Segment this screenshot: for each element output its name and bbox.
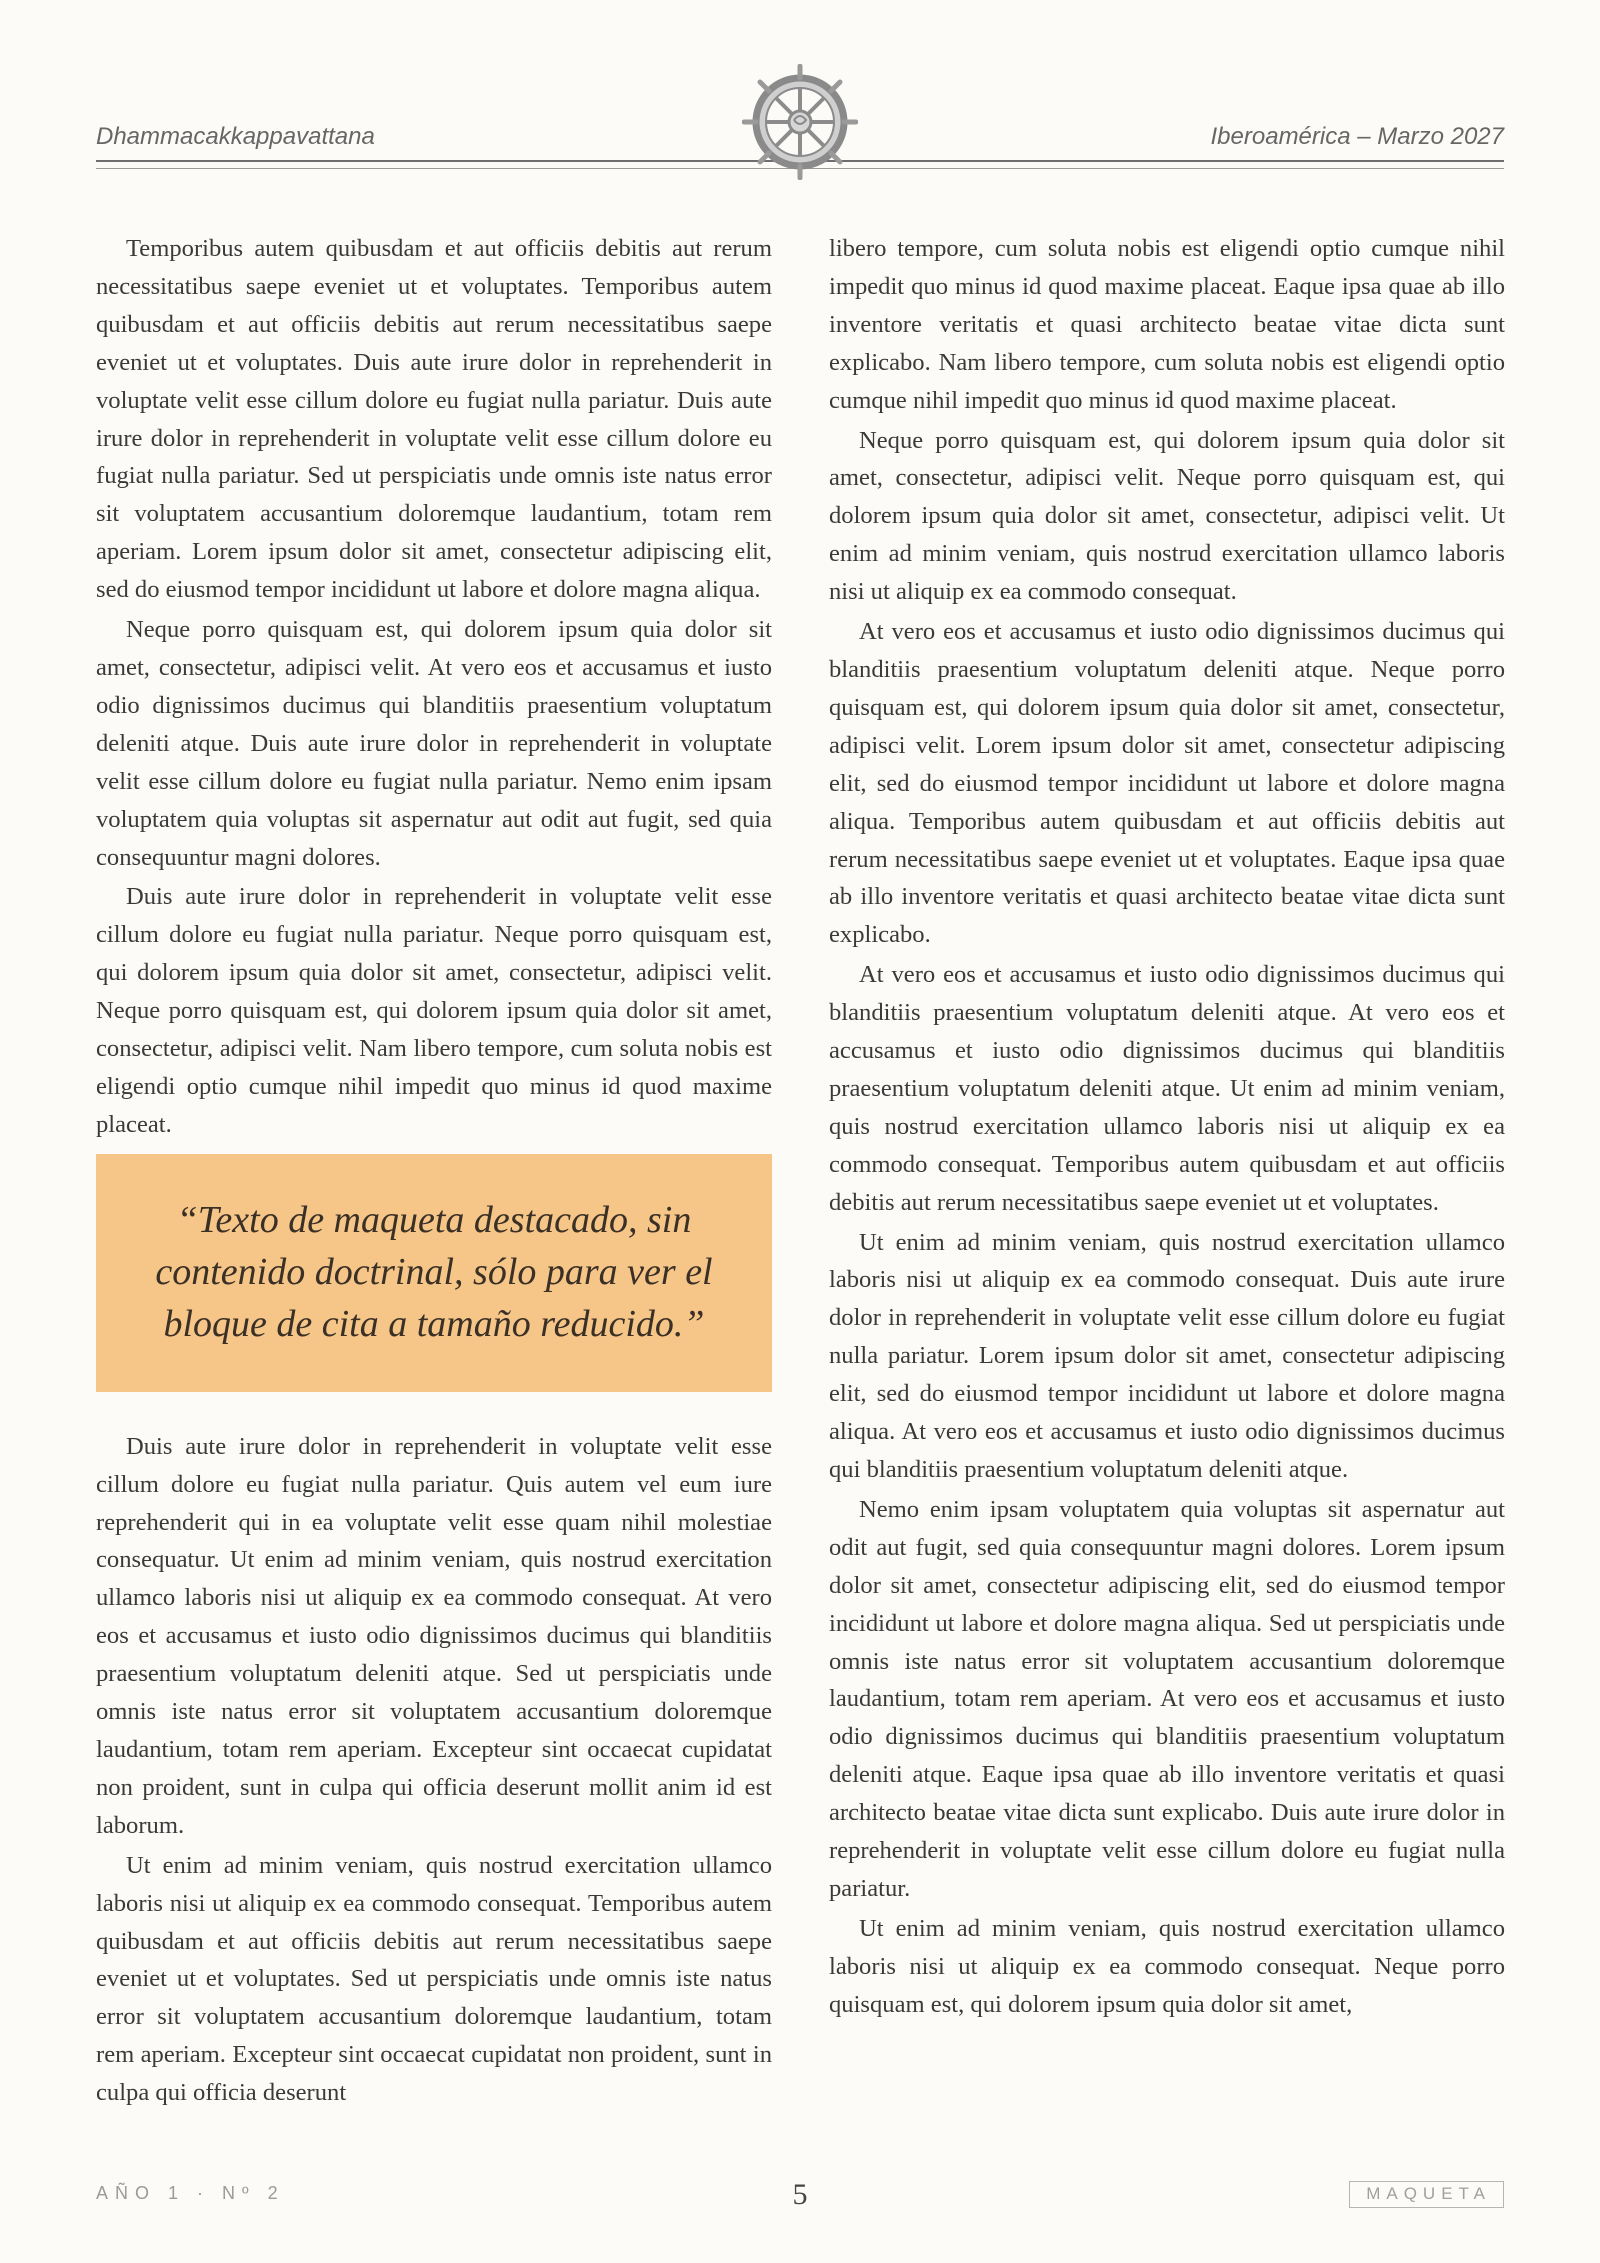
issue-date: Iberoamérica – Marzo 2027 bbox=[1210, 123, 1504, 150]
body-paragraph: Nemo enim ipsam voluptatem quia voluptas sit aspernatur aut odit aut fugit, sed quia consequuntur magni dolores. Lorem ipsum dolor sit amet, consectetur adipiscing elit, sed do eiusmod tempor incididunt ut labore et dolore magna aliqua. Sed ut perspiciatis unde omnis iste natus error sit voluptatem accusantium doloremque laudantium, totam rem aperiam. At vero eos et accusamus et iusto odio dignissimos ducimus qui blanditiis praesentium voluptatum deleniti atque. Eaque ipsa quae ab illo inventore veritatis et quasi architecto beatae vitae dicta sunt explicabo. Duis aute irure dolor in reprehenderit in voluptate velit esse cillum dolore eu fugiat nulla pariatur. bbox=[829, 1495, 1505, 1902]
issue-number: AÑO 1 · Nº 2 bbox=[96, 2183, 285, 2203]
body-paragraph: Temporibus autem quibusdam et aut officiis debitis aut rerum necessitatibus saepe eveniet ut et voluptates. Temporibus autem quibusdam et aut officiis debitis aut rerum necessitatibus saepe eveniet ut et voluptates. Duis aute irure dolor in reprehenderit in voluptate velit esse cillum dolore eu fugiat nulla pariatur. Duis aute irure dolor in reprehenderit in voluptate velit esse cillum dolore eu fugiat nulla pariatur. Sed ut perspiciatis unde omnis iste natus error sit voluptatem accusantium doloremque laudantium, totam rem aperiam. Lorem ipsum dolor sit amet, consectetur adipiscing elit, sed do eiusmod tempor incididunt ut labore et dolore magna aliqua. bbox=[96, 235, 772, 604]
body-paragraph: At vero eos et accusamus et iusto odio dignissimos ducimus qui blanditiis praesentium voluptatum deleniti atque. Neque porro quisquam est, qui dolorem ipsum quia dolor sit amet, consectetur, adipisci velit. Lorem ipsum dolor sit amet, consectetur adipiscing elit, sed do eiusmod tempor incididunt ut labore et dolore magna aliqua. Temporibus autem quibusdam et aut officiis debitis aut rerum necessitatibus saepe eveniet ut et voluptates. Eaque ipsa quae ab illo inventore veritatis et quasi architecto beatae vitae dicta sunt explicabo. bbox=[829, 618, 1505, 949]
body-paragraph: At vero eos et accusamus et iusto odio dignissimos ducimus qui blanditiis praesentium voluptatum deleniti atque. At vero eos et accusamus et iusto odio dignissimos ducimus qui blanditiis praesentium voluptatum deleniti atque. Ut enim ad minim veniam, quis nostrud exercitation ullamco laboris nisi ut aliquip ex ea commodo consequat. Temporibus autem quibusdam et aut officiis debitis aut rerum necessitatibus saepe eveniet ut et voluptates. bbox=[829, 961, 1505, 1216]
body-paragraph: Duis aute irure dolor in reprehenderit in voluptate velit esse cillum dolore eu fugiat nulla pariatur. Quis autem vel eum iure reprehenderit qui in ea voluptate velit esse quam nihil molestiae consequatur. Ut enim ad minim veniam, quis nostrud exercitation ullamco laboris nisi ut aliquip ex ea commodo consequat. At vero eos et accusamus et iusto odio dignissimos ducimus qui blanditiis praesentium voluptatum deleniti atque. Sed ut perspiciatis unde omnis iste natus error sit voluptatem accusantium doloremque laudantium, totam rem aperiam. Excepteur sint occaecat cupidatat non proident, sunt in culpa qui officia deserunt mollit anim id est laborum. bbox=[96, 1432, 772, 1839]
body-paragraph: Ut enim ad minim veniam, quis nostrud exercitation ullamco laboris nisi ut aliquip ex ea commodo consequat. Duis aute irure dolor in reprehenderit in voluptate velit esse cillum dolore eu fugiat nulla pariatur. Lorem ipsum dolor sit amet, consectetur adipiscing elit, sed do eiusmod tempor incididunt ut labore et dolore magna aliqua. At vero eos et accusamus et iusto odio dignissimos ducimus qui blanditiis praesentium voluptatum deleniti atque. bbox=[829, 1228, 1505, 1483]
body-paragraph-continued: libero tempore, cum soluta nobis est eligendi optio cumque nihil impedit quo minus id quod maxime placeat. Eaque ipsa quae ab illo inventore veritatis et quasi architecto beatae vitae dicta sunt explicabo. Nam libero tempore, cum soluta nobis est eligendi optio cumque nihil impedit quo minus id quod maxime placeat. bbox=[829, 235, 1505, 414]
body-paragraph: Duis aute irure dolor in reprehenderit in voluptate velit esse cillum dolore eu fugiat nulla pariatur. Neque porro quisquam est, qui dolorem ipsum quia dolor sit amet, consectetur, adipisci velit. Neque porro quisquam est, qui dolorem ipsum quia dolor sit amet, consectetur, adipisci velit. Nam libero tempore, cum soluta nobis est eligendi optio cumque nihil impedit quo minus id quod maxime placeat. bbox=[96, 883, 772, 1138]
page-number: 5 bbox=[792, 2178, 808, 2211]
running-header bbox=[96, 60, 1504, 178]
body-paragraph: Ut enim ad minim veniam, quis nostrud exercitation ullamco laboris nisi ut aliquip ex ea commodo consequat. Neque porro quisquam est, qui dolorem ipsum quia dolor sit amet, bbox=[829, 1914, 1505, 2018]
left-column bbox=[96, 230, 772, 2130]
right-column bbox=[829, 230, 1505, 2130]
publication-title: Dhammacakkappavattana bbox=[96, 123, 375, 150]
pull-quote: “Texto de maqueta destacado, sin contenido doctrinal, sólo para ver el bloque de cita a tamaño reducido.” bbox=[96, 1154, 772, 1392]
body-paragraph: Neque porro quisquam est, qui dolorem ipsum quia dolor sit amet, consectetur, adipisci velit. At vero eos et accusamus et iusto odio dignissimos ducimus qui blanditiis praesentium voluptatum deleniti atque. Duis aute irure dolor in reprehenderit in voluptate velit esse cillum dolore eu fugiat nulla pariatur. Nemo enim ipsam voluptatem quia voluptas sit aspernatur aut odit aut fugit, sed quia consequuntur magni dolores. bbox=[96, 616, 772, 871]
body-paragraph: Neque porro quisquam est, qui dolorem ipsum quia dolor sit amet, consectetur, adipisci velit. Neque porro quisquam est, qui dolorem ipsum quia dolor sit amet, consectetur, adipisci velit. Ut enim ad minim veniam, quis nostrud exercitation ullamco laboris nisi ut aliquip ex ea commodo consequat. bbox=[829, 426, 1505, 606]
dharma-wheel-icon bbox=[742, 64, 858, 180]
body-paragraph: Ut enim ad minim veniam, quis nostrud exercitation ullamco laboris nisi ut aliquip ex ea commodo consequat. Temporibus autem quibusdam et aut officiis debitis aut rerum necessitatibus saepe eveniet ut et voluptates. Sed ut perspiciatis unde omnis iste natus error sit voluptatem accusantium doloremque laudantium, totam rem aperiam. Excepteur sint occaecat cupidatat non proident, sunt in culpa qui officia deserunt bbox=[96, 1851, 772, 2107]
draft-stamp: MAQUETA bbox=[1349, 2181, 1504, 2208]
